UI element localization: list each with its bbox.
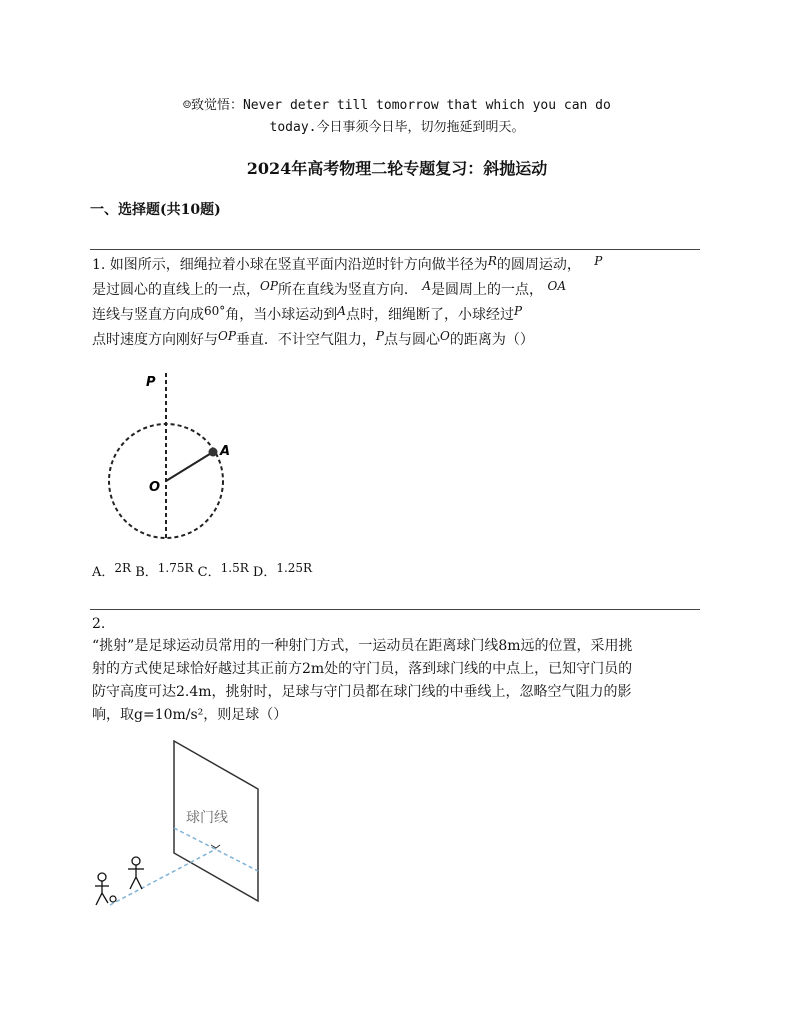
label-P: P	[146, 375, 156, 390]
symbol-R: R	[487, 254, 497, 268]
q2-number: 2.	[92, 616, 106, 632]
symbol-angle: 60°	[204, 304, 226, 318]
q2-line-1: “挑射”是足球运动员常用的一种射门方式，一运动员在距离球门线8m远的位置，采用挑	[92, 638, 633, 654]
circle-diagram	[100, 365, 230, 545]
q2-line-4: 响，取g=10m/s²，则足球（）	[92, 707, 288, 723]
option-a[interactable]: A．2R	[92, 561, 132, 580]
option-b[interactable]: B．1.75R	[135, 561, 194, 580]
symbol-P: P	[375, 329, 384, 343]
q1-text: 是过圆心的直线上的一点，	[92, 282, 260, 298]
q1-text: 的距离为（）	[449, 332, 534, 348]
q1-line-2	[92, 280, 566, 300]
q1-text: 点时，细绳断了，小球经过	[345, 307, 514, 323]
q1-line-4	[92, 330, 534, 350]
q1-text: 角，当小球运动到	[225, 307, 338, 323]
q1-text: 是圆周上的一点，	[431, 282, 544, 298]
question-divider-2	[90, 609, 700, 610]
symbol-OA: OA	[547, 279, 567, 293]
q1-line-1	[92, 255, 602, 275]
q2-line-3: 防守高度可达2.4m，挑射时，足球与守门员都在球门线的中垂线上，忽略空气阻力的影	[92, 684, 632, 700]
q1-text: 的圆周运动，	[496, 257, 581, 273]
label-A: A	[220, 444, 230, 459]
motto-line-1: ☺致觉悟：Never deter till tomorrow that which you can do	[183, 98, 611, 113]
q1-text: 点与圆心	[384, 332, 440, 348]
goal-line-label: 球门线	[186, 810, 228, 826]
q1-text: 连线与竖直方向成	[92, 307, 204, 323]
q1-text: 点时速度方向刚好与	[92, 332, 218, 348]
question-divider-1	[90, 249, 700, 250]
document-title: 2024年高考物理二轮专题复习：斜抛运动	[246, 159, 548, 178]
perpendicular-bisector	[110, 849, 216, 905]
q1-text: 垂直．不计空气阻力，	[235, 332, 376, 348]
symbol-P: P	[594, 254, 603, 268]
symbol-A: A	[422, 279, 432, 293]
option-d[interactable]: D．1.25R	[252, 561, 313, 580]
string-OA	[166, 452, 213, 481]
q1-line-3	[92, 305, 522, 325]
symbol-P: P	[513, 304, 523, 318]
goalkeeper-figure	[128, 857, 144, 889]
q1-text: 1. 如图所示，细绳拉着小球在竖直平面内沿逆时针方向做半径为	[92, 257, 488, 273]
ball	[209, 448, 218, 457]
option-c[interactable]: C．1.5R	[197, 561, 249, 580]
symbol-O: O	[440, 329, 450, 343]
q1-text: 所在直线为竖直方向．	[277, 282, 418, 298]
player-figure	[95, 873, 109, 905]
label-O: O	[149, 480, 161, 495]
symbol-A: A	[337, 304, 346, 318]
section-heading: 一、选择题(共10题)	[90, 202, 221, 218]
symbol-OP: OP	[260, 279, 278, 293]
football	[110, 896, 116, 902]
goal-diagram	[90, 735, 280, 910]
motto-line-2: today.今日事须今日毕，切勿拖延到明天。	[269, 120, 525, 135]
symbol-OP: OP	[218, 329, 236, 343]
q2-line-2: 射的方式使足球恰好越过其正前方2m处的守门员，落到球门线的中点上，已知守门员的	[92, 661, 633, 677]
q1-options	[92, 562, 312, 583]
